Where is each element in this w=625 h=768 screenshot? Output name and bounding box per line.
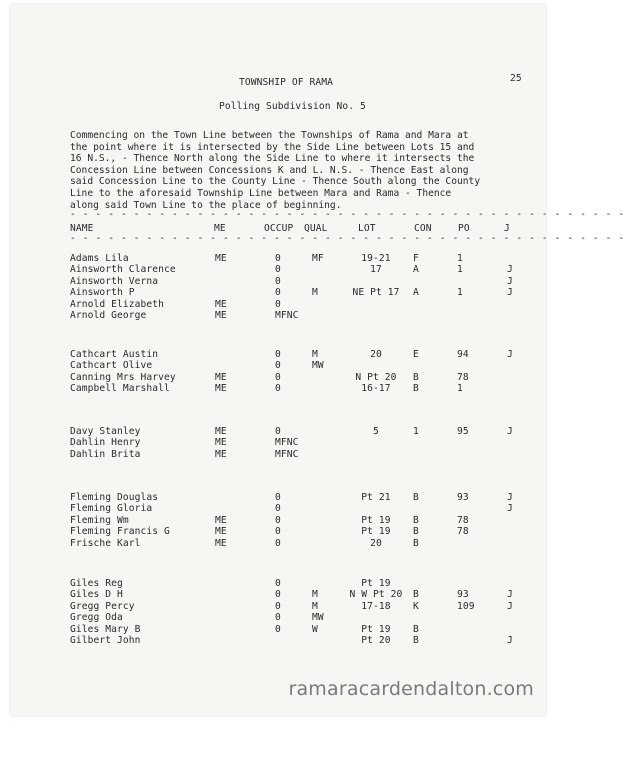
description-line: along said Town Line to the place of beginning. bbox=[70, 199, 342, 211]
cell-lot: 20 bbox=[370, 349, 382, 360]
cell-con: K bbox=[413, 600, 419, 612]
description-line: Line to the aforesaid Township Line between Mara and Rama - Thence bbox=[70, 187, 452, 199]
cell-con: A bbox=[413, 264, 419, 276]
cell-name: Ainsworth Verna bbox=[70, 275, 159, 287]
table-row bbox=[10, 503, 546, 514]
cell-occup: 0 bbox=[275, 589, 281, 601]
column-header-j: J bbox=[504, 223, 510, 234]
cell-occup: 0 bbox=[275, 287, 281, 299]
table-row bbox=[10, 612, 546, 623]
site-watermark: ramaracardendalton.com bbox=[288, 678, 534, 700]
cell-po: 78 bbox=[457, 526, 469, 538]
cell-con: B bbox=[413, 635, 419, 646]
table-row bbox=[10, 449, 546, 460]
cell-me: ME bbox=[215, 537, 227, 549]
boundary-description bbox=[70, 130, 540, 211]
cell-name: Gilbert John bbox=[70, 635, 141, 646]
cell-j: J bbox=[507, 275, 513, 287]
cell-po: 109 bbox=[457, 600, 475, 612]
cell-lot: N W Pt 20 bbox=[349, 589, 403, 601]
cell-me: ME bbox=[215, 514, 227, 526]
table-row bbox=[10, 437, 546, 448]
table-row bbox=[10, 253, 546, 264]
cell-occup: 0 bbox=[275, 514, 281, 526]
cell-con: F bbox=[413, 253, 419, 264]
document-title: TOWNSHIP OF RAMA bbox=[239, 77, 334, 88]
cell-occup: 0 bbox=[275, 503, 281, 515]
column-header-name: NAME bbox=[70, 223, 94, 234]
table-row bbox=[10, 276, 546, 287]
cell-po: 1 bbox=[457, 287, 463, 299]
table-row bbox=[10, 624, 546, 635]
document-subtitle: Polling Subdivision No. 5 bbox=[219, 101, 366, 112]
table-row bbox=[10, 589, 546, 600]
column-header-con: CON bbox=[414, 223, 432, 234]
description-line: the point where it is intersected by the Side Line between Lots 15 and bbox=[70, 141, 475, 153]
cell-con: B bbox=[413, 537, 419, 549]
cell-name: Canning Mrs Harvey bbox=[70, 371, 176, 383]
cell-con: B bbox=[413, 383, 419, 395]
cell-name: Cathcart Austin bbox=[70, 349, 159, 360]
cell-lot: 17-18 bbox=[361, 600, 391, 612]
cell-con: B bbox=[413, 514, 419, 526]
table-row bbox=[10, 360, 546, 371]
table-row bbox=[10, 372, 546, 383]
cell-occup: MFNC bbox=[275, 310, 299, 321]
cell-lot: Pt 21 bbox=[361, 492, 391, 503]
cell-name: Davy Stanley bbox=[70, 426, 141, 437]
cell-occup: 0 bbox=[275, 526, 281, 538]
cell-po: 78 bbox=[457, 371, 469, 383]
divider-top: - - - - - - - - - - - - - - - - - - - - - - - - - - - - - - - - - - - - - - - - - - - - bbox=[70, 209, 625, 220]
table-row bbox=[10, 515, 546, 526]
cell-con: B bbox=[413, 589, 419, 601]
cell-name: Gregg Oda bbox=[70, 612, 123, 624]
cell-lot: Pt 20 bbox=[361, 635, 391, 646]
cell-occup: 0 bbox=[275, 537, 281, 549]
cell-po: 94 bbox=[457, 349, 469, 360]
cell-name: Giles Mary B bbox=[70, 623, 141, 635]
cell-po: 93 bbox=[457, 492, 469, 503]
cell-occup: 0 bbox=[275, 612, 281, 624]
table-row bbox=[10, 538, 546, 549]
column-header-occup: OCCUP bbox=[264, 223, 294, 234]
table-row bbox=[10, 299, 546, 310]
cell-con: B bbox=[413, 492, 419, 503]
cell-occup: 0 bbox=[275, 264, 281, 276]
cell-name: Ainsworth Clarence bbox=[70, 264, 176, 276]
cell-name: Arnold George bbox=[70, 310, 147, 321]
cell-occup: 0 bbox=[275, 492, 281, 503]
table-row bbox=[10, 383, 546, 394]
cell-name: Dahlin Brita bbox=[70, 448, 141, 460]
cell-occup: 0 bbox=[275, 298, 281, 310]
cell-occup: 0 bbox=[275, 623, 281, 635]
cell-po: 1 bbox=[457, 264, 463, 276]
cell-name: Arnold Elizabeth bbox=[70, 298, 165, 310]
cell-occup: 0 bbox=[275, 349, 281, 360]
column-header-po: PO bbox=[458, 223, 470, 234]
cell-name: Cathcart Olive bbox=[70, 360, 153, 372]
cell-lot: Pt 19 bbox=[361, 526, 391, 538]
cell-occup: 0 bbox=[275, 426, 281, 437]
cell-j: J bbox=[507, 600, 513, 612]
cell-occup: 0 bbox=[275, 383, 281, 395]
table-row bbox=[10, 287, 546, 298]
cell-con: B bbox=[413, 371, 419, 383]
cell-me: ME bbox=[215, 253, 227, 264]
cell-name: Ainsworth P bbox=[70, 287, 135, 299]
cell-qual: M bbox=[312, 589, 318, 601]
table-row bbox=[10, 310, 546, 321]
cell-occup: 0 bbox=[275, 275, 281, 287]
cell-lot: 5 bbox=[373, 426, 379, 437]
cell-name: Gregg Percy bbox=[70, 600, 135, 612]
cell-name: Fleming Wm bbox=[70, 514, 129, 526]
cell-lot: 19-21 bbox=[361, 253, 391, 264]
table-row bbox=[10, 426, 546, 437]
cell-lot: NE Pt 17 bbox=[352, 287, 400, 299]
description-line: Commencing on the Town Line between the Townships of Rama and Mara at bbox=[70, 130, 469, 141]
cell-me: ME bbox=[215, 526, 227, 538]
cell-me: ME bbox=[215, 426, 227, 437]
cell-name: Frische Karl bbox=[70, 537, 141, 549]
table-row bbox=[10, 264, 546, 275]
column-header-lot: LOT bbox=[358, 223, 376, 234]
cell-name: Dahlin Henry bbox=[70, 437, 141, 449]
cell-qual: MW bbox=[312, 360, 324, 372]
cell-name: Giles Reg bbox=[70, 578, 123, 589]
table-row bbox=[10, 526, 546, 537]
cell-me: ME bbox=[215, 371, 227, 383]
table-row bbox=[10, 349, 546, 360]
cell-lot: 20 bbox=[370, 537, 382, 549]
cell-me: ME bbox=[215, 448, 227, 460]
cell-lot: Pt 19 bbox=[361, 578, 391, 589]
column-header-me: ME bbox=[214, 223, 226, 234]
page-number: 25 bbox=[510, 73, 522, 84]
cell-name: Fleming Gloria bbox=[70, 503, 153, 515]
cell-lot: 17 bbox=[370, 264, 382, 276]
cell-j: J bbox=[507, 635, 513, 646]
column-header-qual: QUAL bbox=[304, 223, 328, 234]
cell-lot: 16-17 bbox=[361, 383, 391, 395]
cell-qual: M bbox=[312, 287, 318, 299]
cell-con: A bbox=[413, 287, 419, 299]
cell-j: J bbox=[507, 264, 513, 276]
cell-me: ME bbox=[215, 310, 227, 321]
cell-me: ME bbox=[215, 298, 227, 310]
cell-name: Giles D H bbox=[70, 589, 123, 601]
cell-con: B bbox=[413, 526, 419, 538]
cell-con: E bbox=[413, 349, 419, 360]
cell-name: Adams Lila bbox=[70, 253, 129, 264]
table-row bbox=[10, 492, 546, 503]
cell-j: J bbox=[507, 287, 513, 299]
cell-name: Fleming Francis G bbox=[70, 526, 170, 538]
cell-lot: Pt 19 bbox=[361, 623, 391, 635]
cell-j: J bbox=[507, 492, 513, 503]
cell-occup: 0 bbox=[275, 253, 281, 264]
description-line: Concession Line between Concessions K and L. N.S. - Thence East along bbox=[70, 164, 469, 176]
description-line: said Concession Line to the County Line - Thence South along the County bbox=[70, 176, 481, 188]
table-row bbox=[10, 601, 546, 612]
cell-qual: M bbox=[312, 349, 318, 360]
cell-occup: 0 bbox=[275, 360, 281, 372]
cell-occup: MFNC bbox=[275, 448, 299, 460]
cell-con: 1 bbox=[413, 426, 419, 437]
cell-me: ME bbox=[215, 437, 227, 449]
document-page bbox=[10, 4, 625, 716]
cell-con: B bbox=[413, 623, 419, 635]
cell-occup: 0 bbox=[275, 371, 281, 383]
cell-po: 93 bbox=[457, 589, 469, 601]
cell-j: J bbox=[507, 503, 513, 515]
table-row bbox=[10, 635, 546, 646]
cell-qual: MF bbox=[312, 253, 324, 264]
cell-po: 95 bbox=[457, 426, 469, 437]
cell-occup: 0 bbox=[275, 600, 281, 612]
cell-occup: MFNC bbox=[275, 437, 299, 449]
cell-me: ME bbox=[215, 383, 227, 395]
cell-po: 1 bbox=[457, 383, 463, 395]
cell-j: J bbox=[507, 349, 513, 360]
table-row bbox=[10, 578, 546, 589]
cell-qual: M bbox=[312, 600, 318, 612]
cell-qual: MW bbox=[312, 612, 324, 624]
cell-lot: Pt 19 bbox=[361, 514, 391, 526]
cell-lot: N Pt 20 bbox=[355, 371, 397, 383]
description-line: 16 N.S., - Thence North along the Side Line to where it intersects the bbox=[70, 153, 475, 165]
divider-header: - - - - - - - - - - - - - - - - - - - - - - - - - - - - - - - - - - - - - - - - - - - - bbox=[70, 233, 625, 244]
cell-name: Fleming Douglas bbox=[70, 492, 159, 503]
cell-qual: W bbox=[312, 623, 318, 635]
cell-occup: 0 bbox=[275, 578, 281, 589]
cell-po: 78 bbox=[457, 514, 469, 526]
cell-j: J bbox=[507, 426, 513, 437]
cell-po: 1 bbox=[457, 253, 463, 264]
cell-j: J bbox=[507, 589, 513, 601]
cell-name: Campbell Marshall bbox=[70, 383, 170, 395]
